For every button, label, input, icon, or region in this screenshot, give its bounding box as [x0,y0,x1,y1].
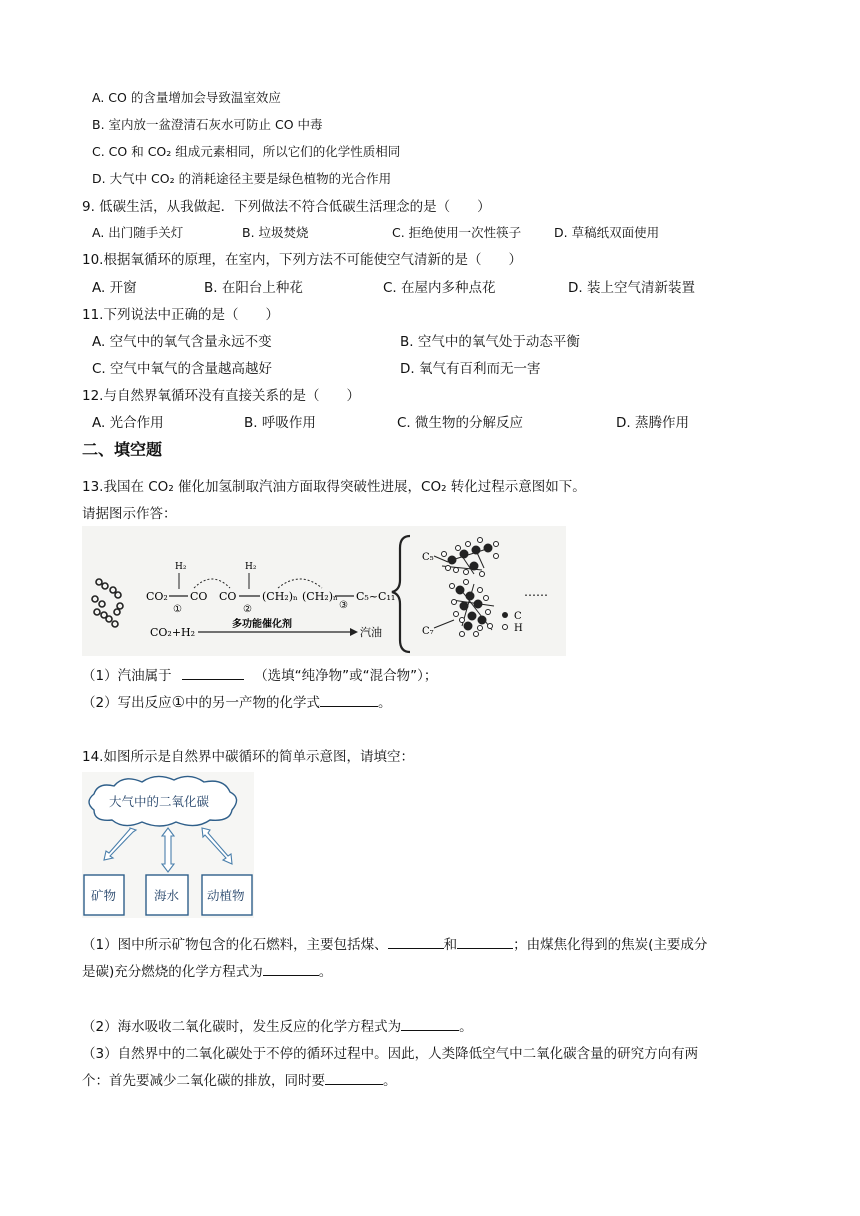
ch2n-label-2: (CH₂)ₙ [302,590,338,603]
q14-part-1-mid: 和 [443,937,458,953]
q10-stem: 10.根据氧循环的原理，在室内，下列方法不可能使空气清新的是（ ） [82,252,522,268]
q14-stem: 14.如图所示是自然界中碳循环的简单示意图，请填空： [82,749,414,765]
q10-option-d: D. 装上空气清新装置 [568,280,695,296]
q9-stem: 9. 低碳生活，从我做起．下列做法不符合低碳生活理念的是（ ） [82,199,491,215]
hydrogen-legend-icon [503,625,508,630]
q8-option-b: B. 室内放一盆澄清石灰水可防止 CO 中毒 [92,117,323,132]
q10-option-b: B. 在阳台上种花 [204,280,303,296]
q9-option-d: D. 草稿纸双面使用 [554,225,660,240]
q12-option-a: A. 光合作用 [92,415,164,431]
q11-option-b: B. 空气中的氧气处于动态平衡 [400,334,580,350]
step-1-label: ① [173,604,182,615]
q8-option-a: A. CO 的含量增加会导致温室效应 [92,90,281,105]
ellipsis-label: …… [524,585,548,599]
c7-label: C₇ [422,626,434,637]
q9-option-c: C. 拒绝使用一次性筷子 [392,225,522,240]
q14-part-2-prefix: （2）海水吸收二氧化碳时，发生反应的化学方程式为 [82,1019,402,1035]
q13-part-2-suffix: 。 [378,695,392,711]
q13-part-2 [82,691,392,711]
c5-c11-label: C₅~C₁₁ [356,590,396,603]
q13-stem: 13.我国在 CO₂ 催化加氢制取汽油方面取得突破性进展，CO₂ 转化过程示意图如下。 [82,479,586,495]
ch2n-label-1: (CH₂)ₙ [262,590,298,603]
q12-option-c: C. 微生物的分解反应 [397,415,524,431]
legend-c-label: C [514,611,522,622]
q14-blank-5[interactable] [325,1072,383,1085]
q14-part-3-line-2 [82,1069,397,1089]
q13-part-1 [82,664,437,684]
q13-part-1-suffix: （选填“纯净物”或“混合物”）； [254,668,438,684]
carbon-cycle-diagram [82,772,254,918]
q14-part-3-line-1: （3）自然界中的二氧化碳处于不停的循环过程中。因此，人类降低空气中二氧化碳含量的研究方向有两 [82,1046,699,1062]
q11-option-c: C. 空气中氧气的含量越高越好 [92,361,273,377]
q8-option-d: D. 大气中 CO₂ 的消耗途径主要是绿色植物的光合作用 [92,171,392,186]
q14-part-2-suffix: 。 [459,1019,473,1035]
q10-option-c: C. 在屋内多种点花 [383,280,496,296]
q8-option-c: C. CO 和 CO₂ 组成元素相同，所以它们的化学性质相同 [92,144,401,159]
h2-label-1: H₂ [175,562,187,572]
co-label-1: CO [190,590,208,603]
q13-stem-2: 请据图示作答： [82,506,177,522]
q12-stem: 12.与自然界氧循环没有直接关系的是（ ） [82,388,360,404]
q14-blank-4[interactable] [401,1018,459,1031]
q14-blank-1[interactable] [388,936,444,949]
q11-stem: 11.下列说法中正确的是（ ） [82,307,279,323]
q9-option-a: A. 出门随手关灯 [92,225,184,240]
q9-option-b: B. 垃圾焚烧 [242,225,309,240]
q14-part-1-line-2-prefix: 是碳)充分燃烧的化学方程式为 [82,964,263,980]
q14-part-1-suffix: ；由煤焦化得到的焦炭(主要成分 [513,937,708,953]
h2-label-2: H₂ [245,562,257,572]
co-label-2: CO [219,590,237,603]
carbon-legend-icon [502,612,508,618]
q11-option-d: D. 氧气有百利而无一害 [400,361,541,377]
step-3-label: ③ [339,600,348,611]
q12-option-b: B. 呼吸作用 [244,415,316,431]
q13-part-2-prefix: （2）写出反应 [82,695,172,711]
plants-animals-label: 动植物 [207,888,245,903]
co2-label: CO₂ [146,590,168,603]
q13-part-2-mid: 中的另一产物的化学式 [185,695,321,711]
minerals-label: 矿物 [91,888,117,903]
seawater-label: 海水 [154,888,180,903]
section-heading: 二、填空题 [82,440,163,459]
c5-label: C₅ [422,552,434,563]
co2-h2-label: CO₂+H₂ [150,626,196,639]
catalyst-label: 多功能催化剂 [232,619,292,630]
q13-part-1-prefix: （1）汽油属于 [82,668,172,684]
gasoline-label: 汽油 [360,626,382,639]
q14-part-3-line-2-suffix: 。 [383,1073,397,1089]
q14-part-3-line-2-prefix: 个：首先要减少二氧化碳的排放，同时要 [82,1073,325,1089]
q14-part-2 [82,1015,473,1035]
q14-part-1-prefix: （1）图中所示矿物包含的化石燃料，主要包括煤、 [82,937,388,953]
q13-part-2-circle: ① [171,693,186,711]
q13-blank-2[interactable] [320,694,378,707]
q13-blank-1[interactable] [182,667,244,680]
co2-conversion-diagram [82,526,566,656]
q11-option-a: A. 空气中的氧气含量永远不变 [92,334,272,350]
legend-h-label: H [514,623,523,634]
cloud-label: 大气中的二氧化碳 [109,794,210,809]
step-2-label: ② [243,604,252,615]
q14-part-1 [82,933,707,953]
q14-blank-2[interactable] [457,936,513,949]
q10-option-a: A. 开窗 [92,280,137,296]
q14-blank-3[interactable] [263,963,319,976]
q12-option-d: D. 蒸腾作用 [616,415,689,431]
q14-part-1-line-2-suffix: 。 [318,964,333,980]
q14-part-1-line-2 [82,960,332,980]
